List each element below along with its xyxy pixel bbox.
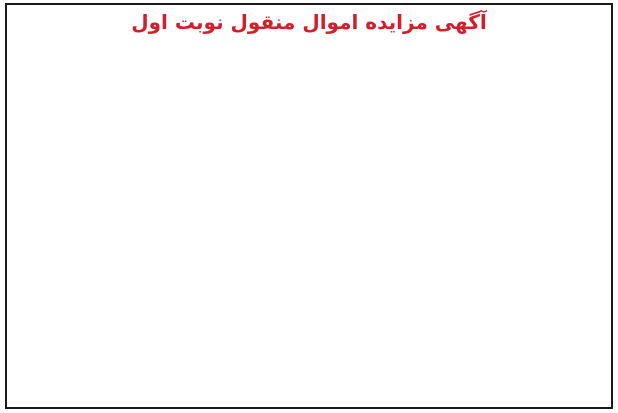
notice-signature	[12, 386, 606, 404]
notice-title: آگهی مزایده اموال منقول نوبت اول	[131, 10, 487, 34]
notice-body	[12, 42, 606, 382]
